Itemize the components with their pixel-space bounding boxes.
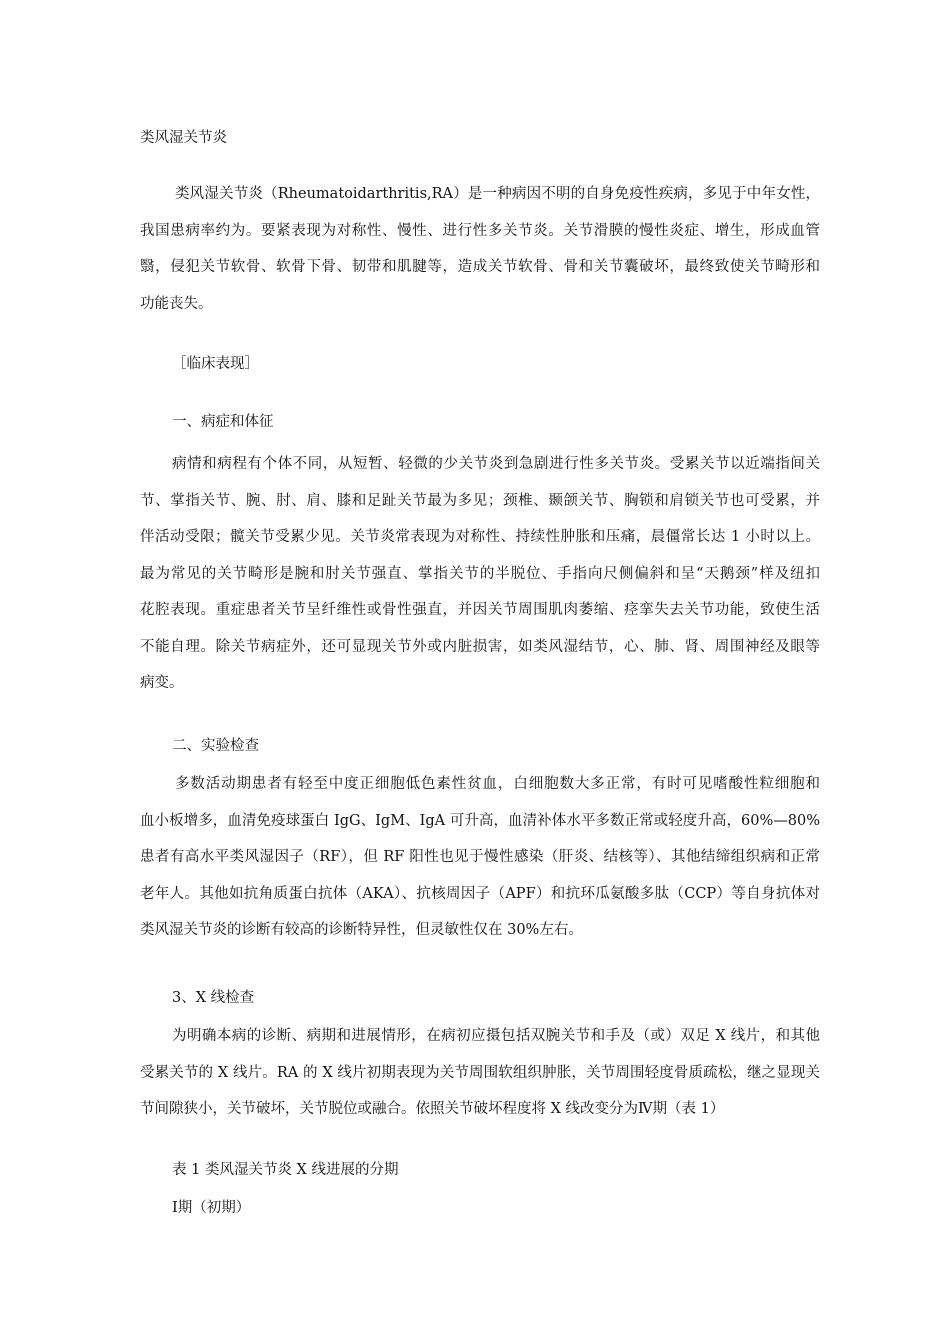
paragraph-line: 不能自理。除关节病症外，还可显现关节外或内脏损害，如类风湿结节，心、肺、肾、周围神经及眼等 — [140, 638, 820, 655]
paragraph-line: 功能丧失。 — [140, 295, 213, 312]
paragraph-line: 血小板增多，血清免疫球蛋白 IgG、IgM、IgA 可升高，血清补体水平多数正常或轻度升高，60%—80% — [140, 812, 820, 829]
paragraph-line: 类风湿关节炎（Rheumatoidarthritis,RA）是一种病因不明的自身免疫性疾病，多见于中年女性， — [175, 186, 820, 202]
paragraph-line: 节间隙狭小，关节破坏，关节脱位或融合。依照关节破坏程度将 X 线改变分为Ⅳ期（表 1） — [140, 1101, 725, 1117]
section-heading-symptoms: 一、病症和体征 — [172, 414, 274, 430]
paragraph-line: 患者有高水平类风湿因子（RF），但 RF 阳性也见于慢性感染（肝炎、结核等）、其他结缔组织病和正常 — [140, 849, 820, 865]
clinical-section-header: ［临床表现］ — [172, 356, 259, 372]
paragraph-line: 花腔表现。重症患者关节呈纤维性或骨性强直，并因关节周围肌肉萎缩、痉挛失去关节功能，致使生活 — [140, 602, 820, 618]
paragraph-line: 病变。 — [140, 675, 184, 691]
paragraph-line: 类风湿关节炎的诊断有较高的诊断特异性，但灵敏性仅在 30%左右。 — [140, 922, 583, 938]
paragraph-line: 多数活动期患者有轻至中度正细胞低色素性贫血，白细胞数大多正常，有时可见嗜酸性粒细胞和 — [175, 776, 820, 792]
section-heading-lab-tests: 二、实验检查 — [172, 738, 259, 754]
paragraph-line: 节、掌指关节、腕、肘、肩、膝和足趾关节最为多见；颈椎、颞颌关节、胸锁和肩锁关节也可受累，并 — [140, 492, 820, 509]
xray-paragraph — [140, 1018, 820, 1128]
paragraph-line: 翳，侵犯关节软骨、软骨下骨、韧带和肌腱等，造成关节软骨、骨和关节囊破坏，最终致使关节畸形和 — [140, 259, 820, 275]
intro-paragraph — [140, 176, 820, 322]
paragraph-line: 病情和病程有个体不同，从短暂、轻微的少关节炎到急剧进行性多关节炎。受累关节以近端指间关 — [172, 456, 820, 472]
lab-tests-paragraph — [140, 766, 820, 949]
symptoms-paragraph — [140, 446, 820, 702]
paragraph-line: 受累关节的 X 线片。RA 的 X 线片初期表现为关节周围软组织肿胀，关节周围轻度骨质疏松，继之显现关 — [140, 1064, 820, 1081]
paragraph-line: 最为常见的关节畸形是腕和肘关节强直、掌指关节的半脱位、手指向尺侧偏斜和呈“天鹅颈”样及纽扣 — [140, 565, 820, 582]
section-heading-xray: 3、X 线检查 — [172, 990, 255, 1006]
table-caption: 表 1 类风湿关节炎 X 线进展的分期 — [172, 1162, 399, 1178]
table-stage-1: Ⅰ期（初期） — [172, 1200, 251, 1216]
paragraph-line: 为明确本病的诊断、病期和进展情形，在病初应摄包括双腕关节和手及（或）双足 X 线片，和其他 — [172, 1028, 820, 1044]
document-title: 类风湿关节炎 — [140, 130, 227, 146]
paragraph-line: 我国患病率约为。要紧表现为对称性、慢性、进行性多关节炎。关节滑膜的慢性炎症、增生，形成血管 — [140, 222, 820, 239]
paragraph-line: 老年人。其他如抗角质蛋白抗体（AKA）、抗核周因子（APF）和抗环瓜氨酸多肽（CCP）等自身抗体对 — [140, 885, 820, 902]
paragraph-line: 伴活动受限；髋关节受累少见。关节炎常表现为对称性、持续性肿胀和压痛，晨僵常长达 1 小时以上。 — [140, 529, 820, 545]
